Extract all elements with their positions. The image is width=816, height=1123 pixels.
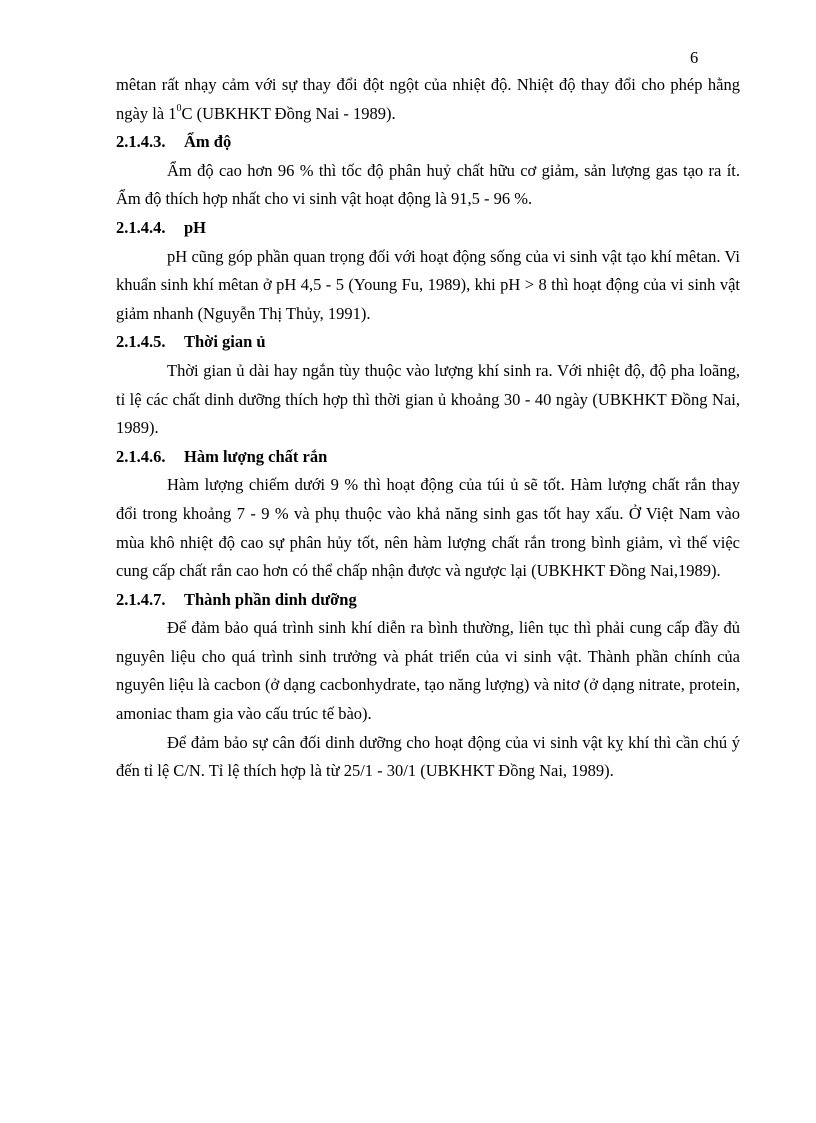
section-paragraph: pH cũng góp phần quan trọng đối với hoạt động sống của vi sinh vật tạo khí mêtan. Vi khuẩn sinh khí mêtan ở pH 4,5 - 5 (Young Fu, 1989), khi pH > 8 thì hoạt động của vi sinh vật giảm nhanh (Nguyễn Thị Thủy, 1991). (116, 246, 740, 323)
section-paragraph: Để đảm bảo sự cân đối dinh dưỡng cho hoạt động của vi sinh vật kỵ khí thì cần chú ý đến tỉ lệ C/N. Tỉ lệ thích hợp là từ 25/1 - 30/1 (UBKHKT Đồng Nai, 1989). (116, 732, 740, 781)
section-title: Ẩm độ (184, 132, 232, 152)
document-body (116, 71, 740, 786)
page-number: 6 (690, 48, 699, 67)
section-title: Hàm lượng chất rắn (184, 446, 328, 466)
section-number: 2.1.4.4. (116, 217, 166, 237)
superscript: 0 (176, 103, 182, 115)
intro-text: mêtan rất nhạy cảm với sự thay đổi đột ngột của nhiệt độ. Nhiệt độ thay đổi cho phép hằng ngày là 1 (116, 75, 740, 123)
section-paragraph: Để đảm bảo quá trình sinh khí diễn ra bình thường, liên tục thì phải cung cấp đầy đủ nguyên liệu cho quá trình sinh trưởng và phát triển của vi sinh vật. Thành phần chính của nguyên liệu là cacbon (ở dạng cacbonhydrate, tạo năng lượng) và nitơ (ở dạng nitrate, protein, amoniac tham gia vào cấu trúc tế bào). (116, 618, 740, 724)
section-title: Thành phần dinh dưỡng (184, 589, 357, 609)
intro-paragraph (116, 71, 740, 128)
section-number: 2.1.4.6. (116, 446, 166, 466)
section-paragraph: Hàm lượng chiếm dưới 9 % thì hoạt động của túi ủ sẽ tốt. Hàm lượng chất rắn thay đổi trong khoảng 7 - 9 % và phụ thuộc vào khả năng sinh gas tốt hay xấu. Ở Việt Nam vào mùa khô nhiệt độ cao sự phân hủy tốt, nên hàm lượng chất rắn trong bình giảm, vì thế việc cung cấp chất rắn cao hơn có thể chấp nhận được và ngược lại (UBKHKT Đồng Nai,1989). (116, 475, 740, 581)
section-paragraph: Ẩm độ cao hơn 96 % thì tốc độ phân huỷ chất hữu cơ giảm, sản lượng gas tạo ra ít. Ẩm độ thích hợp nhất cho vi sinh vật hoạt động là 91,5 - 96 %. (116, 160, 740, 209)
section-number: 2.1.4.5. (116, 332, 166, 352)
intro-text-end: C (UBKHKT Đồng Nai - 1989). (181, 103, 396, 123)
section-heading-2-1-4-6 (116, 443, 740, 472)
section-title: Thời gian ủ (184, 332, 266, 352)
section-number: 2.1.4.3. (116, 132, 166, 152)
section-paragraph: Thời gian ủ dài hay ngắn tùy thuộc vào lượng khí sinh ra. Với nhiệt độ, độ pha loãng, tỉ lệ các chất dinh dưỡng thích hợp thì thời gian ủ khoảng 30 - 40 ngày (UBKHKT Đồng Nai, 1989). (116, 360, 740, 438)
section-number: 2.1.4.7. (116, 589, 166, 609)
section-title: pH (184, 217, 207, 237)
section-heading-2-1-4-4 (116, 214, 740, 243)
section-heading-2-1-4-3 (116, 128, 740, 157)
section-heading-2-1-4-5 (116, 328, 740, 357)
section-heading-2-1-4-7 (116, 586, 740, 615)
